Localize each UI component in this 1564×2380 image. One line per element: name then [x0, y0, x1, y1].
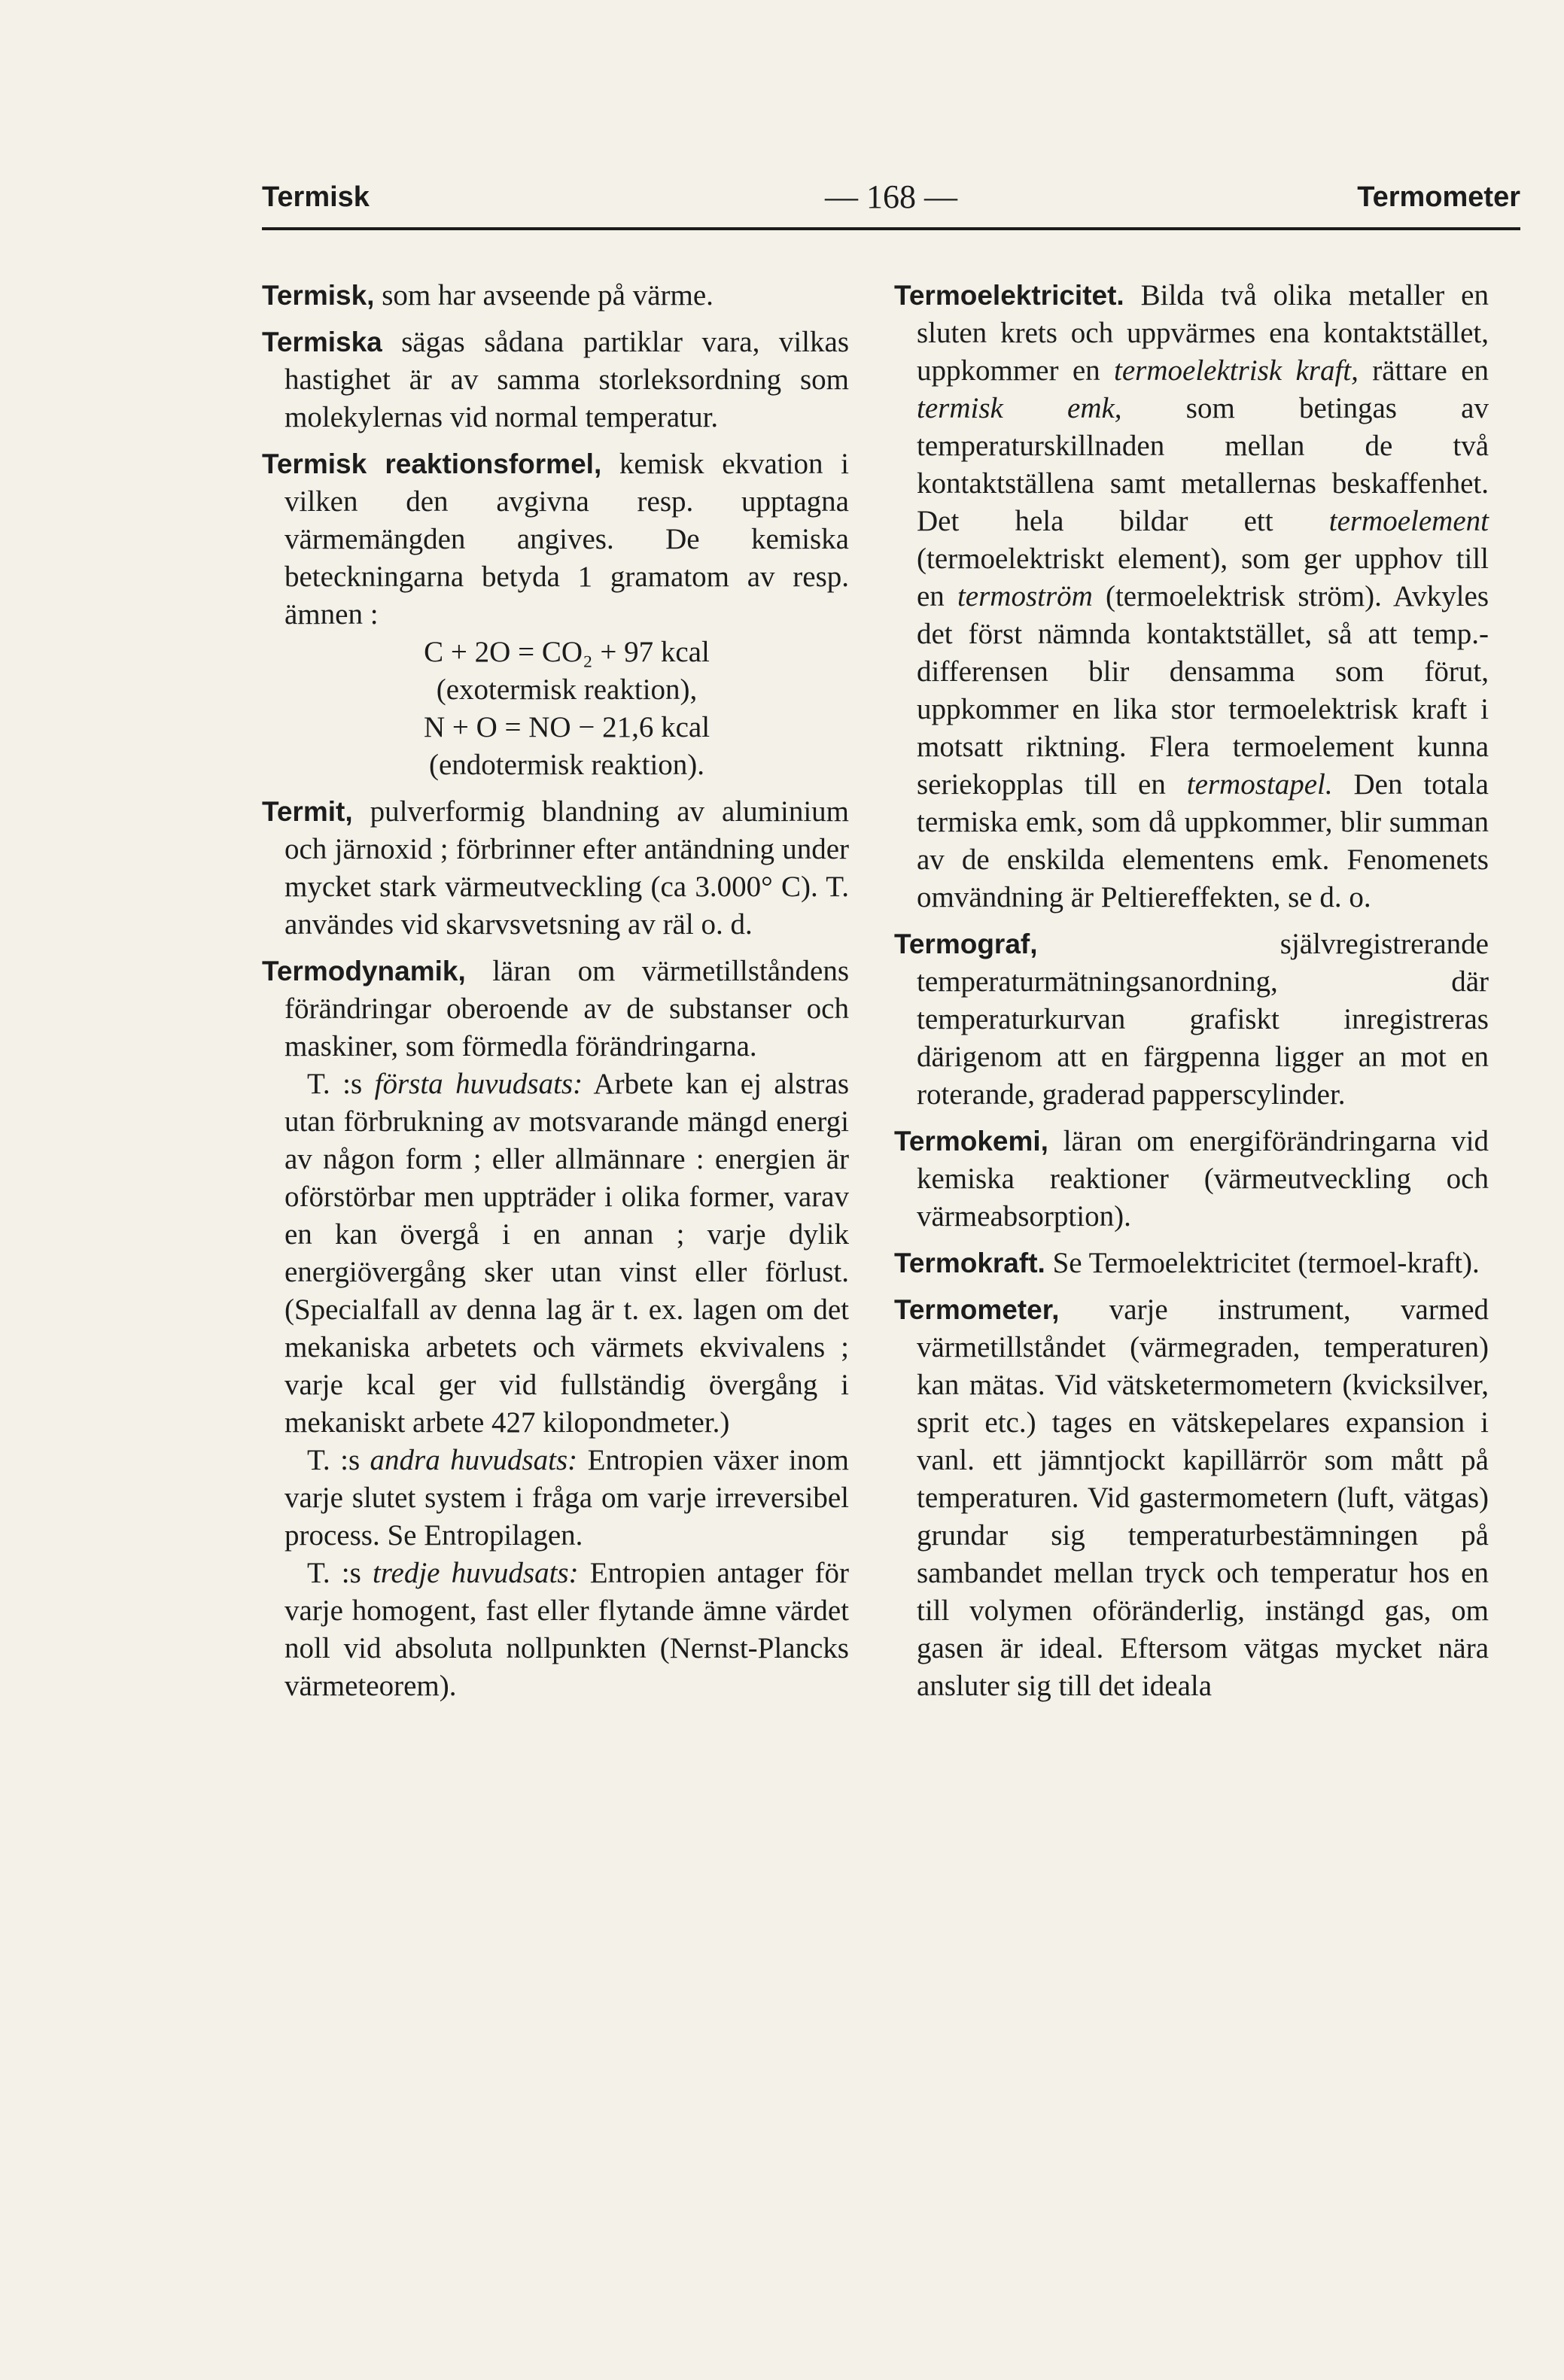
entry-termoelektricitet: Termoelektricitet. Bilda två olika metaller en sluten krets och uppvärmes ena kontaktstället, uppkommer en termoelektrisk kraft, rättare en termisk emk, som betingas av temperaturskillnaden mellan de två kontaktställena samt metallernas beskaffenhet. Det hela bildar ett termoelement (termoelektriskt element), som ger upphov till en termoström (termoelektrisk ström). Avkyles det först nämnda kontaktstället, så att temp.-differensen blir densamma som förut, uppkommer en lika stor termoelektrisk kraft i motsatt riktning. Flera termoelement kunna seriekopplas till en termostapel. Den totala termiska emk, som då uppkommer, blir summan av de enskilda elementens emk. Fenomenets omvändning är Peltiereffekten, se d. o. [894, 279, 1489, 913]
third-law-name: tredje huvudsats: [372, 1557, 579, 1589]
headword: Termometer, [894, 1294, 1060, 1325]
page-header [262, 175, 1520, 220]
term-termostapel: termostapel. [1186, 768, 1333, 801]
first-law-name: första huvudsats: [374, 1068, 583, 1100]
entry-termokraft [894, 1245, 1489, 1282]
entry-termisk [262, 277, 849, 315]
page-number: — 168 — [825, 178, 957, 215]
entry-termiska [262, 324, 849, 436]
first-law: T. :s första huvudsats: Arbete kan ej alstras utan förbrukning av motsvarande mängd energi av någon form ; eller allmännare : energien är oförstörbar men uppträder i olika former, varav en kan övergå i en annan ; varje dylik energiövergång sker utan vinst eller förlust. (Specialfall av denna lag är t. ex. lagen om det mekaniska arbetets och värmets ekvivalens ; varje kcal ger vid fullständig övergång i mekaniskt arbete 427 kilopondmeter.) [285, 1068, 850, 1439]
equation-exothermic-note: (exotermisk reaktion), [436, 673, 698, 706]
entry-text: som har avseende på värme. [374, 279, 714, 312]
second-law-name: andra huvudsats: [370, 1444, 578, 1476]
term-termisk-emk: termisk emk, [917, 392, 1122, 424]
entry-text: läran om energiförändringarna vid kemiska reaktioner (värmeutveckling och värmeabsorption). [917, 1125, 1489, 1233]
headword: Termisk, [262, 280, 375, 311]
entry-text: varje instrument, varmed värmetillståndet (värmegraden, temperaturen) kan mätas. Vid vätsketermometern (kvicksilver, sprit etc.) tages en vätskepelares expansion i vanl. ett jämntjockt kapillärrör som mått på temperaturen. Vid gastermometern (luft, vätgas) grundar sig temperaturbestämningen på sambandet mellan tryck och temperatur hos en till volymen oföränderlig, instängd gas, om gasen är ideal. Eftersom vätgas mycket nära ansluter sig till det ideala [917, 1293, 1489, 1702]
entry-text: självregistrerande temperaturmätningsanordning, där temperaturkurvan grafiskt inregistreras därigenom att en färgpenna ligger an mot en roterande, graderad papperscylinder. [917, 928, 1489, 1111]
headword: Termokraft. [894, 1248, 1045, 1278]
entry-text: sägas sådana partiklar vara, vilkas hastighet är av samma storleksordning som molekylernas vid normal temperatur. [285, 326, 849, 433]
left-column [262, 277, 849, 1705]
entry-text: Se Termoelektricitet (termoel-kraft). [1045, 1247, 1480, 1279]
headword: Termograf, [894, 929, 1038, 959]
third-law: T. :s tredje huvudsats: Entropien antager för varje homogent, fast eller flytande ämne värdet noll vid absoluta nollpunkten (Nernst-Plancks värmeteorem). [285, 1557, 849, 1702]
header-left-guideword: Termisk [262, 181, 370, 213]
headword: Termisk reaktionsformel, [262, 448, 602, 479]
equation-endothermic-note: (endotermisk reaktion). [428, 749, 705, 781]
term-termoelement: termoelement [1328, 505, 1489, 537]
headword: Termit, [262, 796, 353, 827]
entry-text: kemisk ekvation i vilken den avgivna resp. upptagna värmemängden angives. De kemiska beteckningarna betyda 1 gramatom av resp. ämnen : [285, 448, 849, 631]
headword: Termiska [262, 327, 382, 357]
entry-termometer [894, 1291, 1489, 1705]
entry-termit [262, 793, 849, 944]
term-termoelektrisk-kraft: termoelektrisk kraft, [1114, 354, 1359, 387]
headword: Termoelektricitet. [894, 280, 1124, 311]
headword: Termokemi, [894, 1126, 1048, 1157]
entry-termisk-reaktionsformel [262, 445, 849, 784]
entry-termograf [894, 926, 1489, 1114]
equation-endothermic: N + O = NO − 21,6 kcal [423, 711, 710, 743]
entry-text: pulverformig blandning av aluminium och järnoxid ; förbrinner efter antändning under mycket stark värmeutveckling (ca 3.000° C). T. användes vid skarvsvetsning av räl o. d. [285, 795, 849, 941]
equation-exothermic: C + 2O = CO₂ + 97 kcal [424, 636, 710, 668]
headword: Termodynamik, [262, 956, 466, 986]
right-column [894, 277, 1489, 1714]
term-termostrom: termoström [957, 580, 1093, 612]
entry-text: läran om värmetillståndens förändringar oberoende av de substanser och maskiner, som förmedla förändringarna. [285, 955, 849, 1062]
header-rule [262, 227, 1520, 230]
entry-termodynamik [262, 953, 849, 1705]
entry-termokemi [894, 1123, 1489, 1236]
second-law: T. :s andra huvudsats: Entropien växer inom varje slutet system i fråga om varje irreversibel process. Se Entropilagen. [285, 1444, 849, 1552]
header-right-guideword: Termometer [1357, 181, 1520, 213]
